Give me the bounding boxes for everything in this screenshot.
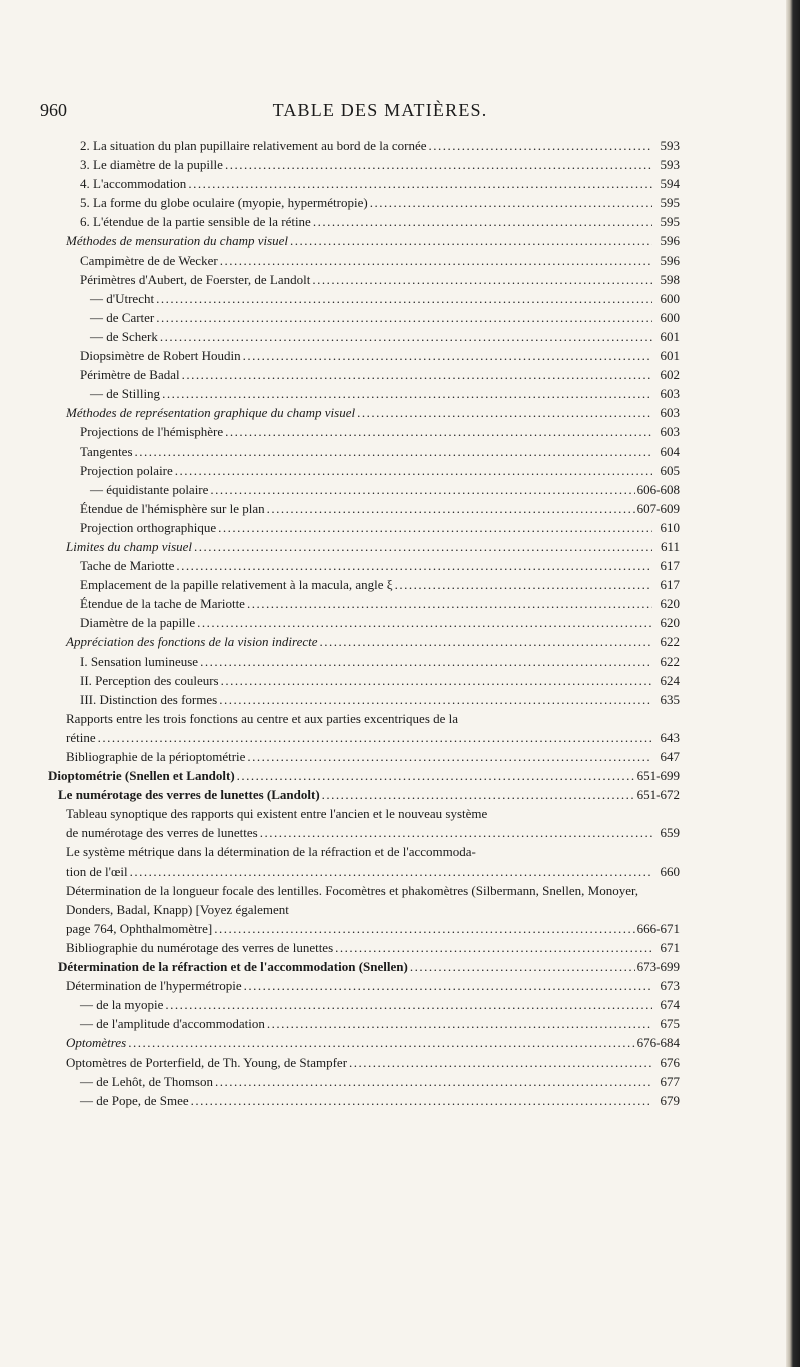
leader-dots — [267, 499, 635, 518]
toc-entry-label: Périmètres d'Aubert, de Foerster, de Landolt — [80, 271, 311, 287]
toc-entry — [58, 957, 680, 976]
toc-entry — [58, 747, 680, 766]
toc-entry — [58, 1091, 680, 1110]
toc-entry-label: page 764, Ophthalmomètre] — [66, 920, 213, 936]
toc-entry — [58, 461, 680, 480]
toc-entry-label: rétine — [66, 729, 96, 745]
toc-entry-page: 601 — [660, 348, 680, 364]
leader-dots — [165, 995, 652, 1014]
leader-dots — [156, 308, 652, 327]
leader-dots — [312, 270, 652, 289]
toc-entry-label: — de la myopie — [80, 997, 164, 1013]
toc-entry-page: 622 — [660, 653, 680, 669]
toc-entry — [58, 709, 680, 747]
toc-entry — [58, 403, 680, 422]
leader-dots — [197, 613, 652, 632]
page-number: 960 — [40, 100, 67, 120]
toc-entry — [58, 842, 680, 880]
leader-dots — [156, 289, 652, 308]
toc-entry — [58, 231, 680, 250]
leader-dots — [219, 690, 652, 709]
leader-dots — [429, 136, 652, 155]
leader-dots — [349, 1053, 652, 1072]
toc-entry — [58, 251, 680, 270]
leader-dots — [243, 346, 652, 365]
toc-entry-label: Limites du champ visuel — [66, 538, 193, 554]
toc-entry — [58, 1033, 680, 1052]
leader-dots — [247, 594, 652, 613]
toc-entry — [58, 804, 680, 842]
toc-entry — [58, 881, 680, 938]
toc-entry-label: — équidistante polaire — [90, 481, 209, 497]
toc-entry-label: Diamètre de la papille — [80, 615, 196, 631]
toc-entry-label: Périmètre de Badal — [80, 367, 180, 383]
toc-entry-page: 611 — [660, 538, 680, 554]
leader-dots — [322, 785, 635, 804]
leader-dots — [221, 671, 652, 690]
toc-entry-page: 593 — [660, 138, 680, 153]
toc-entry-label: Campimètre de de Wecker — [80, 252, 218, 268]
toc-entry — [58, 193, 680, 212]
toc-entry — [58, 422, 680, 441]
toc-entry — [58, 270, 680, 289]
toc-entry-page: 603 — [660, 424, 680, 440]
toc-entry-label: Détermination de la réfraction et de l'accommodation (Snellen) — [58, 959, 408, 975]
toc-entry-page: 660 — [660, 863, 680, 879]
toc-entry — [58, 1072, 680, 1091]
toc-entry — [58, 212, 680, 231]
toc-entry-label: Tache de Mariotte — [80, 558, 175, 574]
toc-entry-label: Méthodes de représentation graphique du champ visuel — [66, 405, 356, 421]
toc-entry-label: 3. Le diamètre de la pupille — [80, 157, 223, 173]
toc-entry — [58, 537, 680, 556]
leader-dots — [225, 422, 652, 441]
leader-dots — [410, 957, 635, 976]
toc-entry — [58, 518, 680, 537]
toc-entry — [58, 327, 680, 346]
leader-dots — [247, 747, 652, 766]
toc-entry-page: 610 — [660, 519, 680, 535]
leader-dots — [395, 575, 652, 594]
toc-entry-page: 595 — [660, 214, 680, 230]
toc-entry-page: 604 — [660, 443, 680, 459]
toc-entry-text: Le système métrique dans la détermination de la réfraction et de l'accommoda- — [66, 844, 476, 860]
toc-entry-page: 666-671 — [636, 920, 680, 936]
running-title: TABLE DES MATIÈRES. — [272, 100, 488, 120]
toc-entry-page: 622 — [660, 634, 680, 650]
leader-dots — [176, 556, 652, 575]
toc-entry-page: 679 — [660, 1092, 680, 1108]
toc-entry-label: Optomètres — [66, 1035, 127, 1051]
leader-dots — [214, 919, 634, 938]
toc-entry-page: 617 — [660, 577, 680, 593]
toc-entry-label: 4. L'accommodation — [80, 176, 187, 192]
toc-entry — [48, 766, 680, 785]
toc-entry-page: 671 — [660, 939, 680, 955]
toc-entry — [58, 174, 680, 193]
toc-entry-page: 596 — [660, 233, 680, 249]
toc-entry-label: 6. L'étendue de la partie sensible de la rétine — [80, 214, 311, 230]
leader-dots — [220, 251, 652, 270]
toc-entry-page: 605 — [660, 462, 680, 478]
toc-entry-label: 2. La situation du plan pupillaire relativement au bord de la cornée — [80, 138, 427, 153]
toc-entry — [58, 346, 680, 365]
toc-entry — [58, 652, 680, 671]
toc-entry-page: 674 — [660, 997, 680, 1013]
leader-dots — [313, 212, 652, 231]
toc-entry — [58, 1053, 680, 1072]
toc-entry — [58, 136, 680, 155]
toc-entry-page: 675 — [660, 1016, 680, 1032]
toc-entry-page: 643 — [660, 729, 680, 745]
toc-entry-page: 673-699 — [636, 959, 680, 975]
toc-entry-label: Appréciation des fonctions de la vision indirecte — [66, 634, 318, 650]
table-of-contents — [48, 136, 680, 1110]
leader-dots — [290, 231, 652, 250]
leader-dots — [162, 384, 652, 403]
leader-dots — [370, 193, 652, 212]
toc-entry-page: 676-684 — [636, 1035, 680, 1051]
toc-entry-page: 677 — [660, 1073, 680, 1089]
leader-dots — [98, 728, 652, 747]
toc-entry-label: Diopsimètre de Robert Houdin — [80, 348, 241, 364]
toc-entry-page: 617 — [660, 558, 680, 574]
toc-entry-label: — de Carter — [90, 309, 155, 325]
toc-entry — [58, 575, 680, 594]
toc-entry-page: 606-608 — [636, 481, 680, 497]
toc-entry — [58, 632, 680, 651]
leader-dots — [194, 537, 652, 556]
toc-entry-label: — de Lehôt, de Thomson — [80, 1073, 213, 1089]
leader-dots — [260, 823, 652, 842]
toc-entry-page: 602 — [660, 367, 680, 383]
page-header — [40, 100, 720, 130]
toc-entry — [58, 442, 680, 461]
leader-dots — [335, 938, 652, 957]
toc-entry — [58, 1014, 680, 1033]
leader-dots — [244, 976, 652, 995]
leader-dots — [130, 862, 652, 881]
toc-entry — [58, 594, 680, 613]
toc-entry-text: Rapports entre les trois fonctions au centre et aux parties excentriques de la — [66, 710, 459, 726]
toc-entry — [58, 155, 680, 174]
toc-entry-label: tion de l'œil — [66, 863, 128, 879]
toc-entry-label: — de Scherk — [90, 328, 158, 344]
toc-entry-label: Bibliographie de la périoptométrie — [66, 749, 246, 764]
leader-dots — [182, 365, 652, 384]
leader-dots — [225, 155, 652, 174]
leader-dots — [188, 174, 652, 193]
toc-entry-label: Étendue de l'hémisphère sur le plan — [80, 500, 265, 516]
toc-entry-page: 607-609 — [636, 500, 680, 516]
toc-entry-page: 603 — [660, 405, 680, 421]
leader-dots — [267, 1014, 652, 1033]
toc-entry-page: 596 — [660, 252, 680, 268]
leader-dots — [128, 1033, 634, 1052]
toc-entry-label: 5. La forme du globe oculaire (myopie, hypermétropie) — [80, 195, 368, 211]
toc-entry-label: de numérotage des verres de lunettes — [66, 825, 258, 841]
toc-entry — [58, 976, 680, 995]
toc-entry-label: Dioptométrie (Snellen et Landolt) — [48, 768, 235, 784]
toc-entry-label: — de l'amplitude d'accommodation — [80, 1016, 265, 1032]
toc-entry-page: 601 — [660, 328, 680, 344]
toc-entry-page: 594 — [660, 176, 680, 192]
toc-entry-page: 651-672 — [636, 787, 680, 803]
toc-entry-page: 647 — [660, 749, 680, 764]
toc-entry-page: 593 — [660, 157, 680, 173]
toc-entry — [58, 785, 680, 804]
leader-dots — [320, 632, 652, 651]
toc-entry-page: 603 — [660, 386, 680, 402]
toc-entry-label: — de Pope, de Smee — [80, 1092, 189, 1108]
toc-entry — [58, 384, 680, 403]
toc-entry-label: Méthodes de mensuration du champ visuel — [66, 233, 289, 249]
leader-dots — [160, 327, 652, 346]
toc-entry-label: Le numérotage des verres de lunettes (Landolt) — [58, 787, 320, 803]
toc-entry-page: 600 — [660, 290, 680, 306]
toc-entry — [58, 365, 680, 384]
leader-dots — [218, 518, 652, 537]
toc-entry-label: — de Stilling — [90, 386, 161, 402]
toc-entry-page: 651-699 — [636, 768, 680, 784]
toc-entry — [58, 499, 680, 518]
toc-entry — [58, 690, 680, 709]
toc-entry-label: III. Distinction des formes — [80, 691, 218, 707]
toc-entry — [58, 671, 680, 690]
toc-entry-label: Projections de l'hémisphère — [80, 424, 224, 440]
toc-entry-label: Détermination de l'hypermétropie — [66, 978, 242, 994]
toc-entry-text: Détermination de la longueur focale des lentilles. Focomètres et phakomètres (Silbermann, Snellen, Monoyer, Donders, Badal, Knapp) [Voyez également — [66, 882, 639, 917]
toc-entry — [58, 613, 680, 632]
toc-entry-page: 600 — [660, 309, 680, 325]
toc-entry-text: Tableau synoptique des rapports qui existent entre l'ancien et le nouveau système — [66, 806, 488, 822]
leader-dots — [237, 766, 635, 785]
toc-entry-page: 620 — [660, 615, 680, 631]
toc-entry-label: Bibliographie du numérotage des verres de lunettes — [66, 939, 334, 955]
toc-entry-label: Projection polaire — [80, 462, 173, 478]
leader-dots — [215, 1072, 652, 1091]
leader-dots — [200, 652, 652, 671]
page-edge-shadow — [786, 0, 800, 1367]
toc-entry — [58, 308, 680, 327]
leader-dots — [135, 442, 652, 461]
toc-entry-page: 595 — [660, 195, 680, 211]
toc-entry — [58, 289, 680, 308]
toc-entry — [58, 556, 680, 575]
toc-entry-label: I. Sensation lumineuse — [80, 653, 199, 669]
toc-entry-page: 624 — [660, 672, 680, 688]
toc-entry-label: Projection orthographique — [80, 519, 217, 535]
toc-entry-page: 620 — [660, 596, 680, 612]
toc-entry-label: II. Perception des couleurs — [80, 672, 219, 688]
toc-entry-label: Optomètres de Porterfield, de Th. Young, de Stampfer — [66, 1054, 348, 1070]
toc-entry-page: 598 — [660, 271, 680, 287]
toc-entry-label: Tangentes — [80, 443, 133, 459]
leader-dots — [175, 461, 652, 480]
toc-entry-page: 673 — [660, 978, 680, 994]
toc-entry-page: 676 — [660, 1054, 680, 1070]
leader-dots — [191, 1091, 652, 1110]
toc-entry-label: Étendue de la tache de Mariotte — [80, 596, 245, 612]
toc-entry — [58, 480, 680, 499]
toc-entry — [58, 938, 680, 957]
toc-entry-page: 635 — [660, 691, 680, 707]
toc-entry-label: — d'Utrecht — [90, 290, 155, 306]
toc-entry-page: 659 — [660, 825, 680, 841]
leader-dots — [357, 403, 652, 422]
leader-dots — [210, 480, 634, 499]
toc-entry-label: Emplacement de la papille relativement à la macula, angle ξ — [80, 577, 393, 593]
toc-entry — [58, 995, 680, 1014]
